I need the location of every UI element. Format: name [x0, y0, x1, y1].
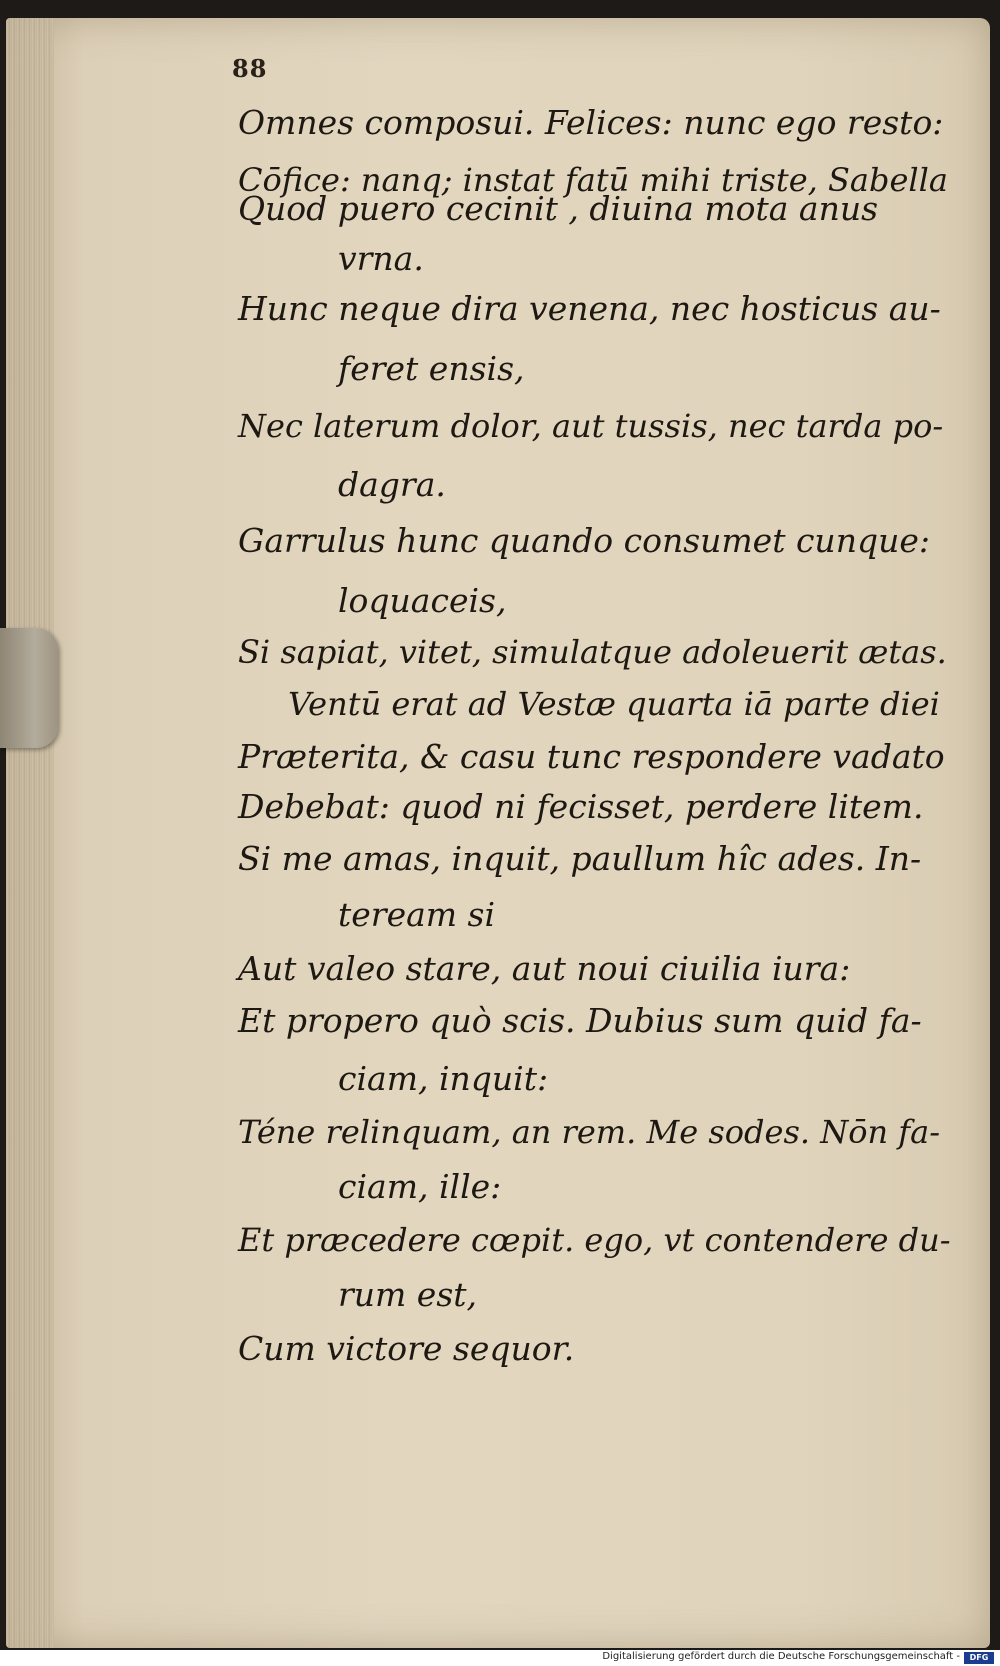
- dfg-logo: DFG: [964, 1652, 994, 1664]
- verse-line: ciam, ille:: [338, 1167, 502, 1206]
- verse-line: Ventū erat ad Vestæ quarta iā parte diei: [288, 685, 940, 723]
- footer-bar: [0, 1650, 1000, 1666]
- verse-line: dagra.: [338, 465, 446, 504]
- verse-line: Aut valeo stare, aut noui ciuilia iura:: [238, 949, 851, 988]
- verse-line: Præterita, & casu tunc respondere vadato: [238, 737, 945, 776]
- verse-line: Et propero quò scis. Dubius sum quid fa-: [238, 1001, 922, 1040]
- verse-line: Quod puero cecinit , diuina mota anus: [238, 189, 879, 228]
- verse-line: Garrulus hunc quando consumet cunque:: [238, 521, 930, 560]
- verse-line: loquaceis,: [338, 581, 507, 620]
- verse-line: Et præcedere cœpit. ego, vt contendere du-: [238, 1221, 951, 1259]
- book-page: [6, 18, 990, 1648]
- verse-line: Cum victore sequor.: [238, 1329, 575, 1368]
- verse-line: Téne relinquam, an rem. Me sodes. Nōn fa-: [238, 1113, 940, 1151]
- verse-line: Omnes composui. Felices: nunc ego resto:: [238, 103, 944, 142]
- verse-line: Si me amas, inquit, paullum hîc ades. In-: [238, 839, 922, 878]
- page-edges: [6, 18, 54, 1648]
- verse-line: Si sapiat, vitet, simulatque adoleuerit ætas.: [238, 633, 947, 671]
- verse-line: ciam, inquit:: [338, 1059, 549, 1098]
- page-clip: [0, 628, 58, 748]
- verse-line: feret ensis,: [338, 349, 525, 388]
- verse-line: Debebat: quod ni fecisset, perdere litem.: [238, 787, 924, 826]
- page-number: 88: [232, 54, 268, 83]
- verse-line: vrna.: [338, 239, 424, 278]
- verse-line: teream si: [338, 895, 496, 934]
- verse-line: rum est,: [338, 1275, 478, 1314]
- verse-line: Nec laterum dolor, aut tussis, nec tarda po-: [238, 407, 944, 445]
- verse-line: Cōfice: nanq; instat fatū mihi triste, Sabella: [238, 161, 948, 199]
- digitization-credit: Digitalisierung gefördert durch die Deutsche Forschungsgemeinschaft -: [602, 1651, 960, 1662]
- verse-line: Hunc neque dira venena, nec hosticus au-: [238, 289, 941, 328]
